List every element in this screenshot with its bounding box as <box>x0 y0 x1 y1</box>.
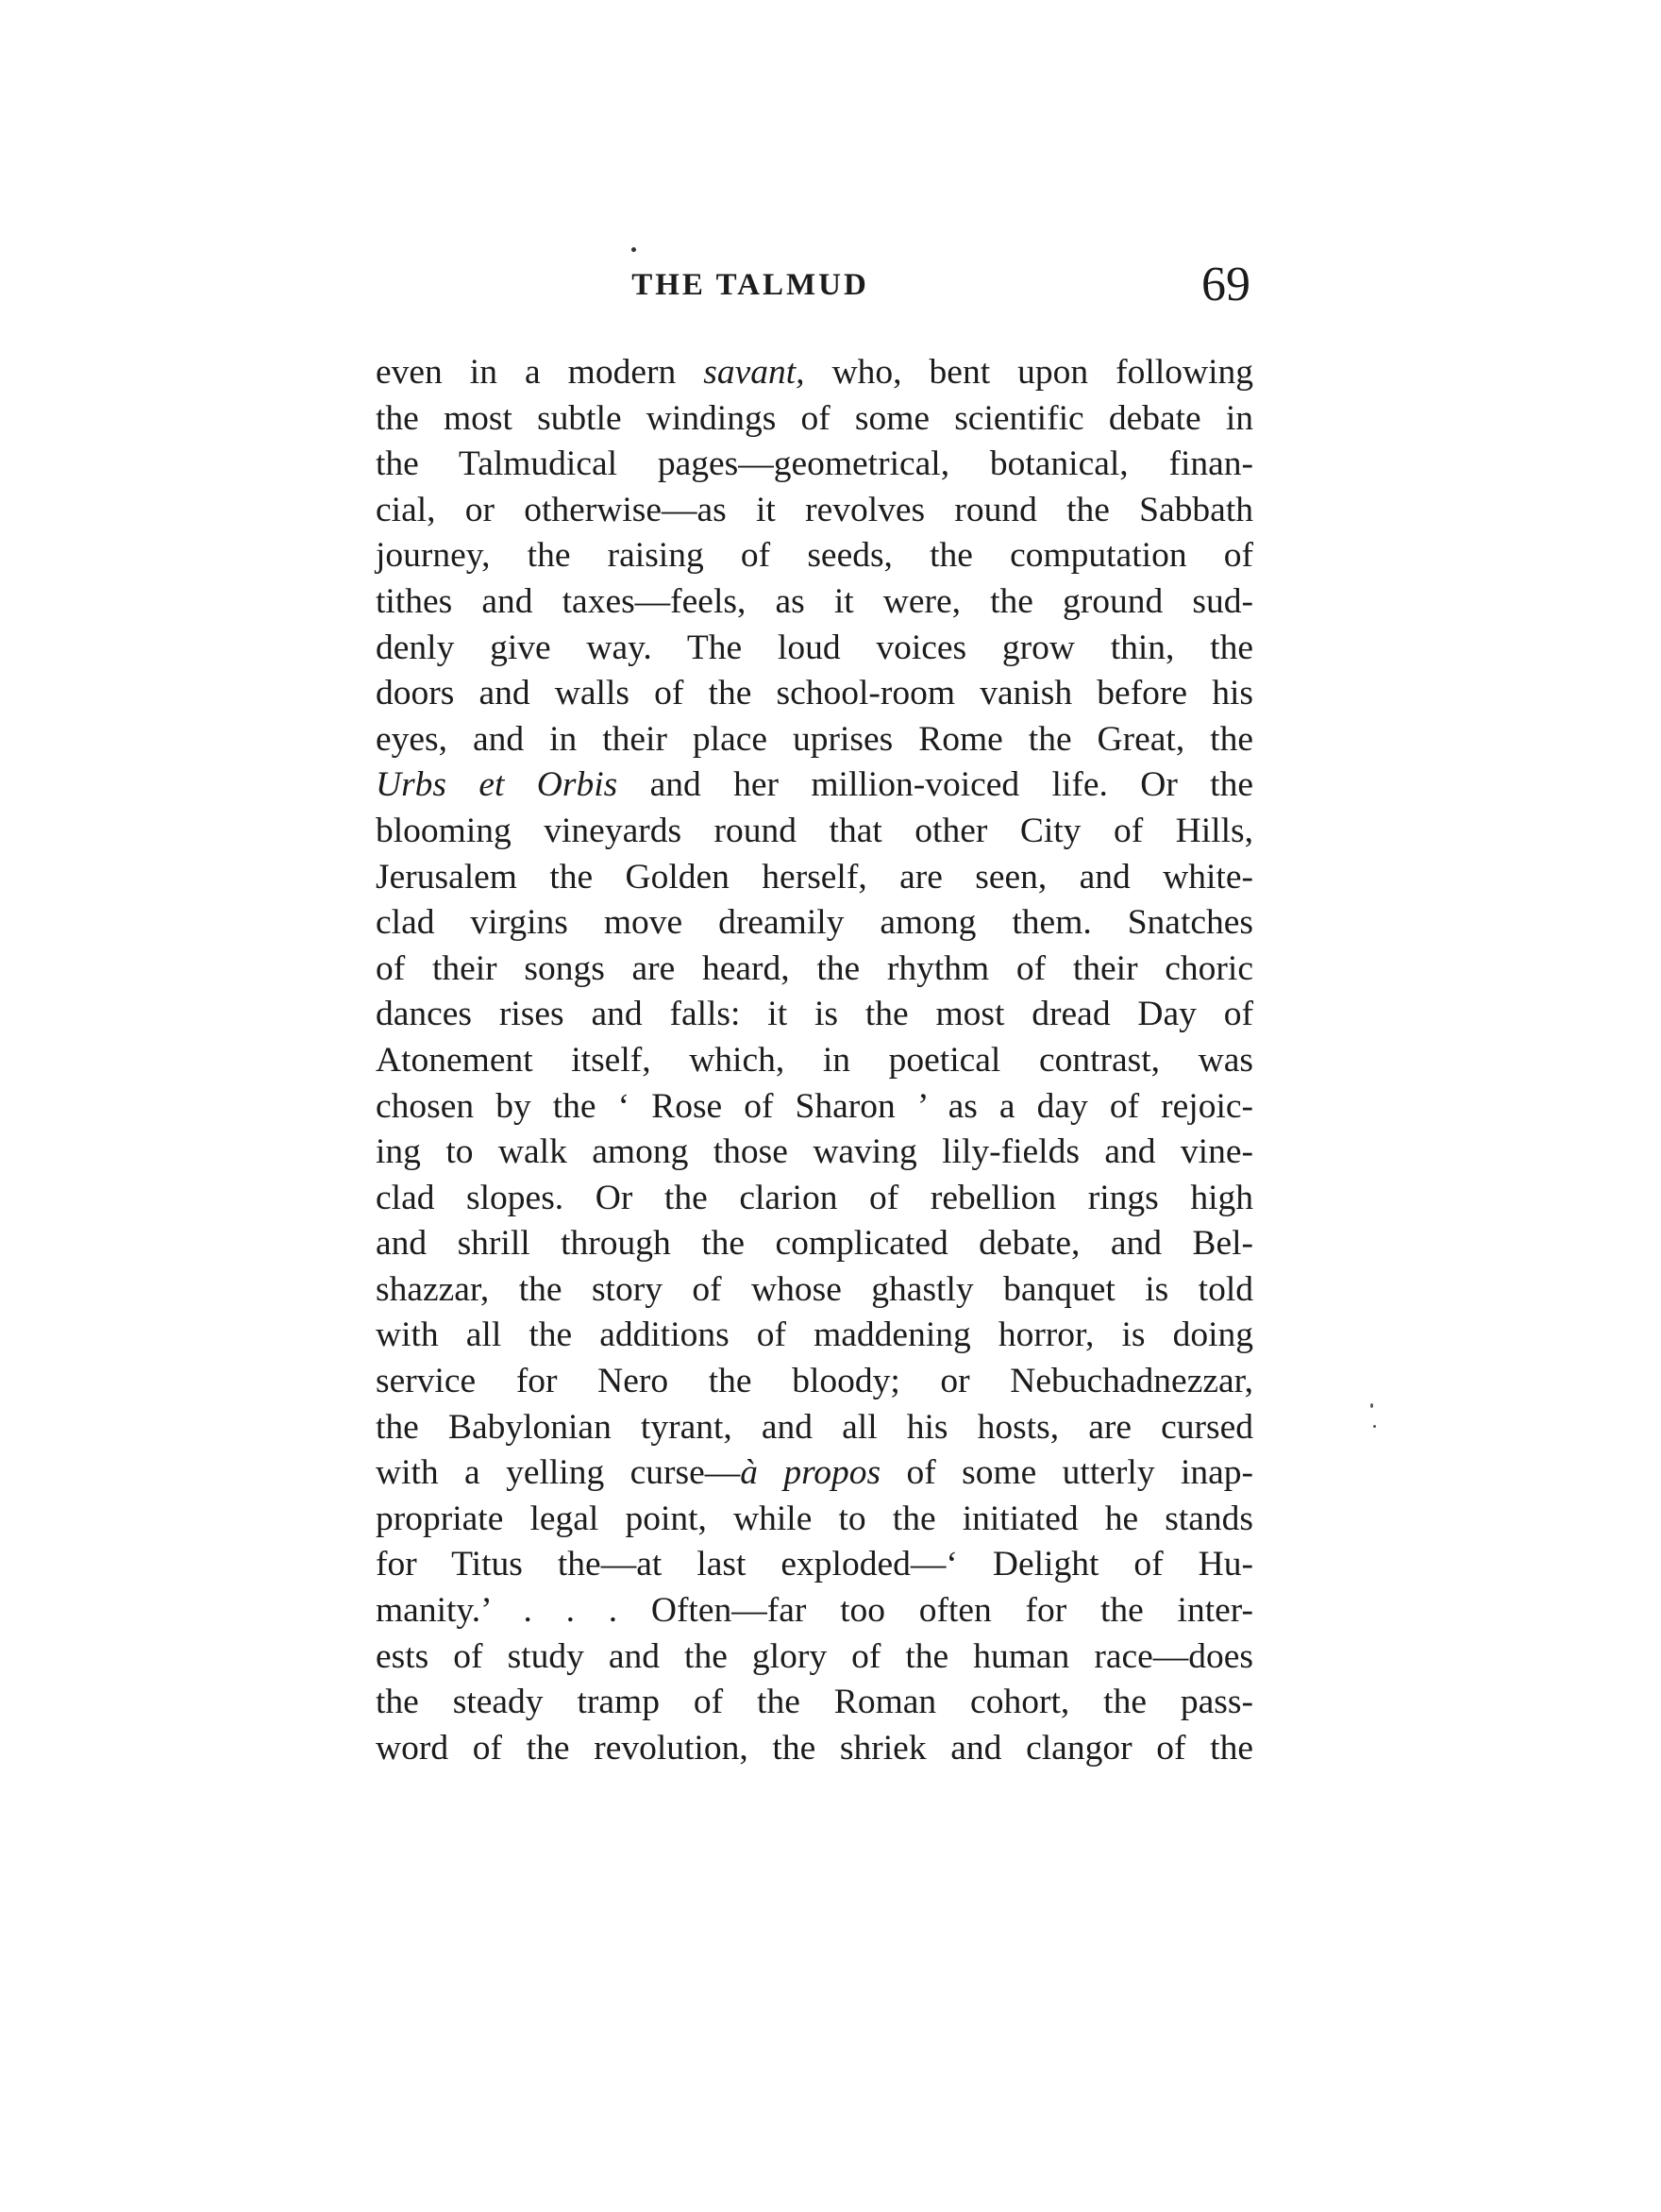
text-segment: ing to walk among those waving lily-fields and vine- <box>376 1132 1253 1172</box>
text-segment: the steady tramp of the Roman cohort, the pass- <box>376 1683 1253 1722</box>
print-speck <box>1373 1425 1376 1428</box>
text-line <box>376 1038 1253 1084</box>
text-segment: Atonement itself, which, in poetical contrast, was <box>376 1040 1253 1080</box>
text-segment: blooming vineyards round that other City of Hills, <box>376 811 1253 850</box>
text-line <box>376 1405 1253 1451</box>
text-line <box>376 1588 1253 1634</box>
text-line <box>376 1634 1253 1681</box>
italic-phrase: Urbs et Orbis <box>376 765 618 805</box>
text-segment: ests of study and the glory of the human race—does <box>376 1636 1253 1676</box>
text-line <box>376 579 1253 626</box>
text-line <box>376 1267 1253 1314</box>
italic-phrase: à propos <box>740 1453 881 1493</box>
text-line <box>376 947 1253 993</box>
running-head <box>373 257 1260 323</box>
text-line <box>376 1497 1253 1543</box>
text-line <box>376 350 1253 396</box>
text-segment: of their songs are heard, the rhythm of their choric <box>376 948 1253 988</box>
text-line <box>376 762 1253 809</box>
text-segment: for Titus the—at last exploded—‘ Delight of Hu- <box>376 1545 1253 1584</box>
text-segment: propriate legal point, while to the initiated he stands <box>376 1499 1253 1538</box>
text-segment: even in a modern <box>376 353 704 392</box>
page-number: 69 <box>1201 258 1250 311</box>
text-segment: journey, the raising of seeds, the computation of <box>376 536 1253 576</box>
text-line <box>376 396 1253 443</box>
text-line <box>376 1221 1253 1267</box>
text-segment: of some utterly inap- <box>881 1453 1253 1493</box>
text-segment: cial, or otherwise—as it revolves round the Sabbath <box>376 490 1253 529</box>
text-line <box>376 626 1253 672</box>
body-text <box>376 350 1253 1771</box>
text-segment: service for Nero the bloody; or Nebuchadnezzar, <box>376 1362 1253 1401</box>
text-segment: doors and walls of the school-room vanish before his <box>376 674 1253 713</box>
text-line <box>376 1176 1253 1222</box>
text-segment: word of the revolution, the shriek and clangor of the <box>376 1728 1253 1768</box>
print-speck <box>631 247 636 252</box>
text-line <box>376 1084 1253 1131</box>
italic-phrase: savant, <box>703 353 805 392</box>
text-segment: Jerusalem the Golden herself, are seen, and white- <box>376 857 1253 897</box>
text-segment: and shrill through the complicated debate, and Bel- <box>376 1224 1253 1264</box>
text-line <box>376 1450 1253 1497</box>
text-line <box>376 442 1253 488</box>
text-line <box>376 1130 1253 1176</box>
text-segment: the Talmudical pages—geometrical, botanical, finan- <box>376 444 1253 484</box>
text-segment: clad slopes. Or the clarion of rebellion rings high <box>376 1178 1253 1217</box>
text-line <box>376 1726 1253 1772</box>
text-segment: clad virgins move dreamily among them. Snatches <box>376 903 1253 943</box>
text-segment: eyes, and in their place uprises Rome the Great, the <box>376 719 1253 759</box>
text-segment: the most subtle windings of some scientific debate in <box>376 398 1253 438</box>
text-line <box>376 900 1253 947</box>
text-line <box>376 1359 1253 1405</box>
text-line <box>376 809 1253 855</box>
text-segment: tithes and taxes—feels, as it were, the ground sud- <box>376 581 1253 621</box>
text-segment: denly give way. The loud voices grow thin, the <box>376 628 1253 667</box>
text-line <box>376 717 1253 763</box>
text-line <box>376 992 1253 1038</box>
print-speck <box>1370 1403 1373 1408</box>
text-line <box>376 855 1253 901</box>
text-segment: with all the additions of maddening horror, is doing <box>376 1315 1253 1355</box>
text-line <box>376 533 1253 579</box>
text-segment: the Babylonian tyrant, and all his hosts, are cursed <box>376 1407 1253 1447</box>
text-line <box>376 1542 1253 1588</box>
text-segment: dances rises and falls: it is the most dread Day of <box>376 995 1253 1034</box>
text-line <box>376 671 1253 717</box>
text-line <box>376 1680 1253 1726</box>
text-segment: chosen by the ‘ Rose of Sharon ’ as a day of rejoic- <box>376 1086 1253 1126</box>
text-segment: who, bent upon following <box>804 353 1253 392</box>
text-segment: and her million-voiced life. Or the <box>617 765 1253 805</box>
text-line <box>376 1313 1253 1359</box>
text-segment: shazzar, the story of whose ghastly banquet is told <box>376 1269 1253 1309</box>
text-segment: with a yelling curse— <box>376 1453 741 1493</box>
text-line <box>376 488 1253 534</box>
text-segment: manity.’ . . . Often—far too often for the inter- <box>376 1591 1253 1631</box>
running-title: THE TALMUD <box>631 268 869 302</box>
